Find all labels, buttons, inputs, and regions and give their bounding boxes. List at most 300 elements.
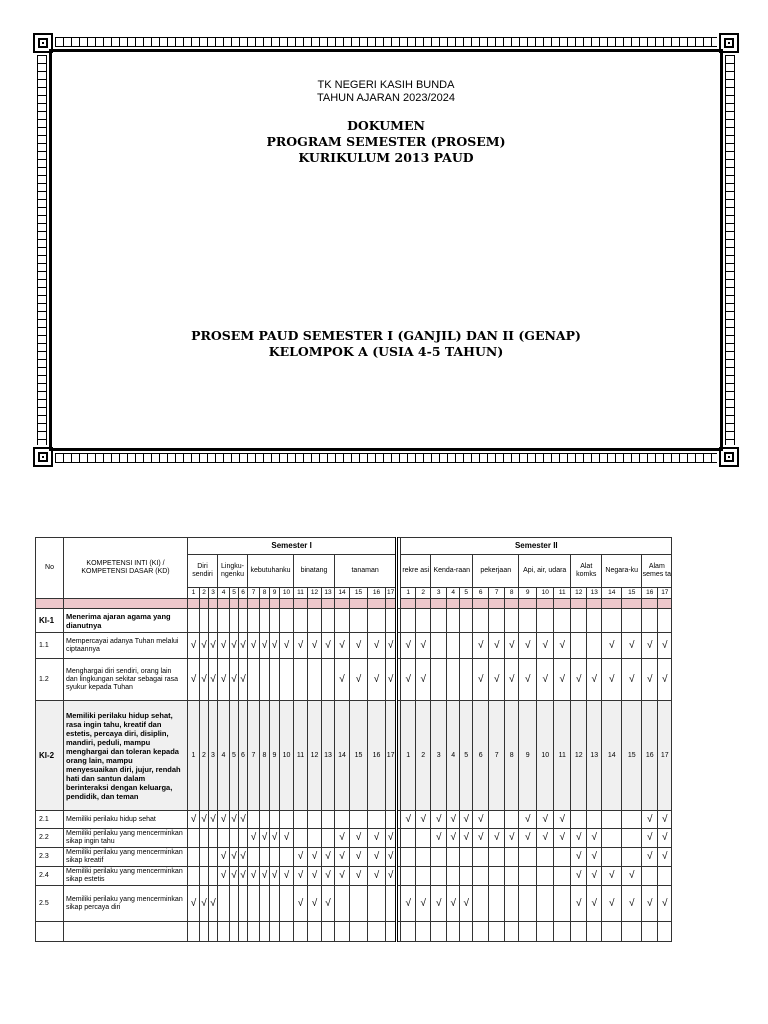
empty-cell	[460, 848, 473, 867]
check-mark: √	[473, 829, 489, 848]
check-mark: √	[260, 829, 270, 848]
check-mark: √	[642, 886, 658, 922]
week-number: 12	[308, 588, 322, 599]
week-number: 3	[431, 701, 447, 811]
empty-cell	[587, 922, 602, 942]
empty-cell	[447, 867, 460, 886]
empty-cell	[280, 659, 294, 701]
empty-cell	[308, 829, 322, 848]
row-description: Memiliki perilaku yang mencerminkan sikap ingin tahu	[64, 829, 188, 848]
empty-cell	[188, 848, 200, 867]
empty-cell	[447, 633, 460, 659]
week-number: 11	[554, 701, 571, 811]
check-mark: √	[308, 867, 322, 886]
row-description: Memiliki perilaku yang mencerminkan sikap percaya diri	[64, 886, 188, 922]
week-number: 8	[260, 701, 270, 811]
highlight-cell	[401, 599, 416, 609]
week-number: 5	[230, 588, 239, 599]
empty-cell	[622, 609, 642, 633]
empty-cell	[505, 886, 519, 922]
theme-header: pekerjaan	[473, 555, 519, 588]
empty-cell	[294, 609, 308, 633]
empty-cell	[554, 886, 571, 922]
check-mark: √	[554, 829, 571, 848]
row-code: 2.2	[36, 829, 64, 848]
check-mark: √	[505, 633, 519, 659]
check-mark: √	[386, 829, 397, 848]
table-row	[36, 829, 672, 848]
check-mark: √	[489, 659, 505, 701]
row-description: Memiliki perilaku hidup sehat, rasa ingin tahu, kreatif dan estetis, percaya diri, disiplin, mandiri, peduli, mampu menghargai dan toleran kepada orang lain, mampu menyesuaikan diri, jujur, rendah hati dan santun dalam berinteraksi dengan keluarga, pendidik, dan teman	[64, 701, 188, 811]
check-mark: √	[622, 659, 642, 701]
empty-cell	[571, 811, 587, 829]
week-number: 2	[416, 588, 431, 599]
check-mark: √	[294, 633, 308, 659]
check-mark: √	[519, 811, 537, 829]
row-code: 2.3	[36, 848, 64, 867]
empty-cell	[401, 922, 416, 942]
check-mark: √	[587, 659, 602, 701]
empty-cell	[519, 922, 537, 942]
check-mark: √	[230, 848, 239, 867]
row-description: Menerima ajaran agama yang dianutnya	[64, 609, 188, 633]
check-mark: √	[587, 867, 602, 886]
empty-cell	[519, 886, 537, 922]
week-number: 16	[642, 701, 658, 811]
week-number: 13	[587, 588, 602, 599]
week-number: 11	[294, 701, 308, 811]
empty-cell	[554, 609, 571, 633]
check-mark: √	[335, 633, 350, 659]
check-mark: √	[350, 867, 368, 886]
week-number: 6	[473, 588, 489, 599]
check-mark: √	[322, 633, 335, 659]
school-header	[52, 79, 720, 105]
empty-cell	[473, 922, 489, 942]
theme-header: binatang	[294, 555, 335, 588]
week-number: 16	[368, 588, 386, 599]
empty-cell	[248, 922, 260, 942]
empty-cell	[280, 609, 294, 633]
highlight-cell	[200, 599, 209, 609]
week-number: 4	[218, 701, 230, 811]
empty-cell	[519, 609, 537, 633]
week-number: 1	[188, 588, 200, 599]
highlight-cell	[36, 599, 64, 609]
empty-cell	[505, 811, 519, 829]
theme-header: Alam semes ta	[642, 555, 672, 588]
check-mark: √	[602, 867, 622, 886]
row-code: 1.1	[36, 633, 64, 659]
check-mark: √	[658, 829, 672, 848]
empty-cell	[188, 609, 200, 633]
check-mark: √	[658, 886, 672, 922]
check-mark: √	[602, 886, 622, 922]
empty-cell	[209, 922, 218, 942]
highlight-cell	[218, 599, 230, 609]
check-mark: √	[537, 829, 554, 848]
theme-header: Kenda-raan	[431, 555, 473, 588]
empty-cell	[386, 922, 397, 942]
check-mark: √	[537, 811, 554, 829]
school-year: TAHUN AJARAN 2023/2024	[317, 92, 455, 104]
check-mark: √	[658, 848, 672, 867]
empty-cell	[447, 848, 460, 867]
week-number: 7	[489, 701, 505, 811]
highlight-cell	[416, 599, 431, 609]
check-mark: √	[431, 829, 447, 848]
empty-cell	[335, 886, 350, 922]
prosem-title	[52, 328, 720, 360]
week-number: 11	[554, 588, 571, 599]
week-number: 16	[642, 588, 658, 599]
week-number: 15	[622, 701, 642, 811]
check-mark: √	[280, 867, 294, 886]
week-number: 7	[248, 701, 260, 811]
check-mark: √	[209, 886, 218, 922]
highlight-cell	[239, 599, 248, 609]
highlight-cell	[209, 599, 218, 609]
check-mark: √	[230, 811, 239, 829]
check-mark: √	[350, 829, 368, 848]
check-mark: √	[658, 811, 672, 829]
cover-frame	[49, 49, 723, 451]
check-mark: √	[200, 811, 209, 829]
week-number: 8	[260, 588, 270, 599]
week-number: 8	[505, 588, 519, 599]
check-mark: √	[642, 633, 658, 659]
highlight-cell	[460, 599, 473, 609]
highlight-cell	[431, 599, 447, 609]
check-mark: √	[571, 829, 587, 848]
empty-cell	[188, 922, 200, 942]
check-mark: √	[230, 867, 239, 886]
empty-cell	[248, 659, 260, 701]
empty-cell	[489, 811, 505, 829]
week-number: 12	[571, 588, 587, 599]
check-mark: √	[401, 633, 416, 659]
check-mark: √	[200, 886, 209, 922]
check-mark: √	[658, 659, 672, 701]
week-number: 17	[386, 588, 397, 599]
empty-cell	[401, 867, 416, 886]
empty-cell	[473, 886, 489, 922]
check-mark: √	[308, 848, 322, 867]
empty-cell	[537, 609, 554, 633]
empty-cell	[260, 848, 270, 867]
check-mark: √	[642, 811, 658, 829]
table-row	[36, 922, 672, 942]
empty-cell	[386, 609, 397, 633]
row-code: KI-1	[36, 609, 64, 633]
week-number: 9	[270, 701, 280, 811]
document-title	[52, 118, 720, 166]
empty-cell	[218, 609, 230, 633]
check-mark: √	[386, 848, 397, 867]
empty-cell	[230, 922, 239, 942]
check-mark: √	[368, 867, 386, 886]
empty-cell	[280, 922, 294, 942]
check-mark: √	[587, 848, 602, 867]
empty-cell	[505, 609, 519, 633]
prosem-title-line: PROSEM PAUD SEMESTER I (GANJIL) DAN II (GENAP)	[191, 328, 581, 343]
check-mark: √	[554, 811, 571, 829]
semester-2-header: Semester II	[401, 538, 672, 555]
check-mark: √	[239, 659, 248, 701]
check-mark: √	[270, 867, 280, 886]
week-number: 14	[335, 701, 350, 811]
week-number: 5	[230, 701, 239, 811]
check-mark: √	[505, 829, 519, 848]
week-number: 15	[350, 701, 368, 811]
check-mark: √	[308, 633, 322, 659]
empty-cell	[188, 829, 200, 848]
week-number: 12	[571, 701, 587, 811]
check-mark: √	[368, 848, 386, 867]
empty-cell	[642, 867, 658, 886]
empty-cell	[401, 609, 416, 633]
empty-cell	[505, 867, 519, 886]
highlight-cell	[447, 599, 460, 609]
border-pattern-bottom	[55, 453, 717, 463]
empty-cell	[239, 922, 248, 942]
week-number: 17	[658, 588, 672, 599]
row-code: 2.5	[36, 886, 64, 922]
empty-cell	[230, 829, 239, 848]
check-mark: √	[431, 886, 447, 922]
empty-cell	[587, 609, 602, 633]
empty-cell	[239, 829, 248, 848]
highlight-cell	[368, 599, 386, 609]
check-mark: √	[188, 659, 200, 701]
table-row	[36, 633, 672, 659]
check-mark: √	[571, 886, 587, 922]
empty-cell	[350, 922, 368, 942]
empty-cell	[322, 609, 335, 633]
empty-cell	[280, 811, 294, 829]
week-number: 7	[248, 588, 260, 599]
empty-cell	[642, 609, 658, 633]
empty-cell	[280, 848, 294, 867]
empty-cell	[322, 659, 335, 701]
check-mark: √	[431, 811, 447, 829]
empty-cell	[431, 867, 447, 886]
week-number: 2	[200, 701, 209, 811]
check-mark: √	[473, 633, 489, 659]
check-mark: √	[335, 829, 350, 848]
check-mark: √	[622, 867, 642, 886]
table-row	[36, 867, 672, 886]
check-mark: √	[537, 659, 554, 701]
check-mark: √	[270, 829, 280, 848]
empty-cell	[505, 922, 519, 942]
highlight-cell	[64, 599, 188, 609]
theme-header: Diri sendiri	[188, 555, 218, 588]
empty-cell	[537, 922, 554, 942]
empty-cell	[658, 609, 672, 633]
theme-header: Alat komks	[571, 555, 602, 588]
empty-cell	[622, 811, 642, 829]
check-mark: √	[308, 886, 322, 922]
check-mark: √	[571, 867, 587, 886]
highlight-cell	[658, 599, 672, 609]
check-mark: √	[447, 886, 460, 922]
check-mark: √	[460, 829, 473, 848]
week-number: 6	[239, 588, 248, 599]
check-mark: √	[416, 886, 431, 922]
check-mark: √	[270, 633, 280, 659]
empty-cell	[447, 922, 460, 942]
theme-header: Lingku-ngenku	[218, 555, 248, 588]
week-number: 13	[322, 588, 335, 599]
empty-cell	[554, 922, 571, 942]
week-number: 9	[519, 701, 537, 811]
highlight-cell	[260, 599, 270, 609]
empty-cell	[218, 922, 230, 942]
theme-header: tanaman	[335, 555, 397, 588]
check-mark: √	[335, 848, 350, 867]
table-row	[36, 659, 672, 701]
highlight-cell	[322, 599, 335, 609]
empty-cell	[602, 848, 622, 867]
check-mark: √	[401, 659, 416, 701]
check-mark: √	[416, 659, 431, 701]
doc-title-line: DOKUMEN	[347, 118, 425, 133]
empty-cell	[308, 922, 322, 942]
week-number: 5	[460, 588, 473, 599]
empty-cell	[473, 867, 489, 886]
row-code: 1.2	[36, 659, 64, 701]
school-name: TK NEGERI KASIH BUNDA	[317, 79, 455, 91]
empty-cell	[270, 659, 280, 701]
prosem-table	[35, 537, 672, 942]
empty-cell	[209, 867, 218, 886]
empty-cell	[209, 829, 218, 848]
empty-cell	[270, 922, 280, 942]
highlight-cell	[386, 599, 397, 609]
check-mark: √	[519, 633, 537, 659]
check-mark: √	[350, 848, 368, 867]
table-row	[36, 886, 672, 922]
highlight-cell	[473, 599, 489, 609]
week-number: 9	[519, 588, 537, 599]
week-number: 4	[447, 701, 460, 811]
check-mark: √	[386, 659, 397, 701]
empty-cell	[489, 867, 505, 886]
empty-cell	[350, 609, 368, 633]
check-mark: √	[209, 811, 218, 829]
week-number: 5	[460, 701, 473, 811]
empty-cell	[200, 867, 209, 886]
check-mark: √	[294, 848, 308, 867]
empty-cell	[200, 848, 209, 867]
table-row	[36, 848, 672, 867]
empty-cell	[322, 922, 335, 942]
check-mark: √	[230, 633, 239, 659]
empty-cell	[460, 922, 473, 942]
empty-cell	[200, 829, 209, 848]
highlight-cell	[571, 599, 587, 609]
empty-cell	[386, 811, 397, 829]
empty-cell	[431, 609, 447, 633]
check-mark: √	[447, 829, 460, 848]
row-description: Menghargai diri sendiri, orang lain dan lingkungan sekitar sebagai rasa syukur kepada Tuhan	[64, 659, 188, 701]
week-number: 10	[537, 588, 554, 599]
row-code: KI-2	[36, 701, 64, 811]
check-mark: √	[200, 659, 209, 701]
week-number: 14	[602, 588, 622, 599]
empty-cell	[401, 829, 416, 848]
doc-title-line: KURIKULUM 2013 PAUD	[298, 150, 474, 165]
check-mark: √	[280, 829, 294, 848]
empty-cell	[322, 829, 335, 848]
highlight-cell	[350, 599, 368, 609]
empty-cell	[537, 886, 554, 922]
border-pattern-right	[725, 55, 735, 445]
border-pattern-left	[37, 55, 47, 445]
highlight-cell	[622, 599, 642, 609]
kd-header: KOMPETENSI INTI (KI) / KOMPETENSI DASAR (KD)	[64, 538, 188, 599]
empty-cell	[431, 633, 447, 659]
empty-cell	[322, 811, 335, 829]
empty-cell	[554, 848, 571, 867]
empty-cell	[519, 867, 537, 886]
empty-cell	[571, 609, 587, 633]
check-mark: √	[489, 829, 505, 848]
empty-cell	[622, 922, 642, 942]
week-number: 6	[239, 701, 248, 811]
check-mark: √	[188, 886, 200, 922]
check-mark: √	[489, 633, 505, 659]
empty-cell	[587, 811, 602, 829]
check-mark: √	[554, 633, 571, 659]
empty-cell	[554, 867, 571, 886]
empty-cell	[248, 848, 260, 867]
check-mark: √	[602, 633, 622, 659]
check-mark: √	[188, 811, 200, 829]
week-number: 11	[294, 588, 308, 599]
week-number: 3	[431, 588, 447, 599]
empty-cell	[473, 848, 489, 867]
check-mark: √	[218, 867, 230, 886]
week-number: 12	[308, 701, 322, 811]
check-mark: √	[248, 867, 260, 886]
highlight-cell	[188, 599, 200, 609]
empty-cell	[260, 886, 270, 922]
check-mark: √	[294, 867, 308, 886]
empty-cell	[416, 867, 431, 886]
empty-cell	[335, 609, 350, 633]
check-mark: √	[218, 633, 230, 659]
empty-cell	[602, 829, 622, 848]
check-mark: √	[218, 659, 230, 701]
empty-cell	[294, 829, 308, 848]
check-mark: √	[239, 848, 248, 867]
check-mark: √	[280, 633, 294, 659]
empty-cell	[460, 609, 473, 633]
empty-cell	[368, 886, 386, 922]
empty-cell	[368, 811, 386, 829]
check-mark: √	[658, 633, 672, 659]
week-number: 10	[280, 701, 294, 811]
week-number: 3	[209, 588, 218, 599]
empty-cell	[308, 811, 322, 829]
empty-cell	[431, 848, 447, 867]
week-number: 15	[350, 588, 368, 599]
semester-1-header: Semester I	[188, 538, 397, 555]
check-mark: √	[537, 633, 554, 659]
empty-cell	[489, 886, 505, 922]
